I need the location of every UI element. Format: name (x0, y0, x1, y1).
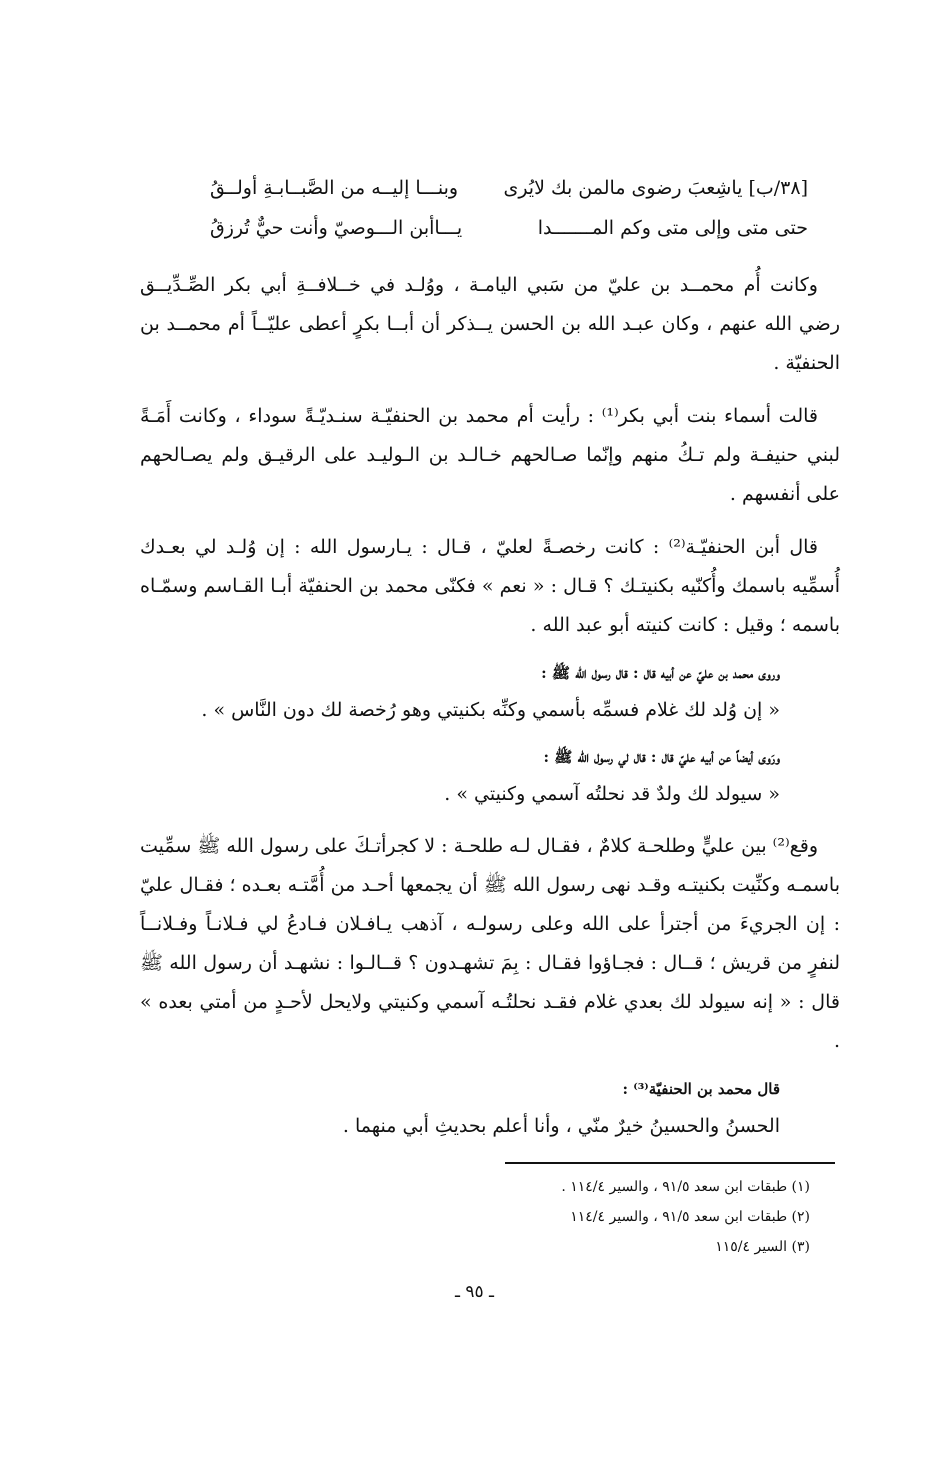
hadith-narration: وروى محمد بن عليّ عن أبيه قال : قال رسول الله ﷺ : (541, 664, 780, 682)
main-text (140, 168, 840, 1145)
hadith-text: « سيولد لك ولدٌ قد نحلتُه آسمي وكنيتي » . (444, 783, 780, 805)
hadith-narration: ورَوى أيضاً عن أبيه عليّ قال : قال لي رسول الله ﷺ : (543, 748, 780, 766)
footnote: (٢) طبقات ابن سعد ٩١/٥ ، والسير ١١٤/٤ (570, 1209, 810, 1225)
footnotes (480, 1172, 810, 1262)
footnote: (٣) السير ١١٥/٤ (715, 1239, 810, 1255)
paragraph: قالت أسماء بنت أبي بكر⁽¹⁾ : رأيت أم محمد بن الحنفيّـة سنـديّـةً سوداء ، وكانت أَمَـةً لبني حنيفـة ولم تـكُ منهم وإنّما صـالحهم خـالـد بن الـوليـد على الرقيـق ولم يصـالحهم على أنفسهم . (140, 405, 840, 505)
final-text: الحسنُ والحسينُ خيرٌ منّي ، وأنا أعلم بحديثِ أبي منهما . (342, 1115, 780, 1137)
hadith-text: « إن وُلد لك غلام فسمِّه بأسمي وكنِّه بكنيتي وهو رُخصة لك دون النَّاس » . (201, 699, 780, 721)
page-number: ـ ٩٥ ـ (454, 1282, 495, 1302)
verse-first-hemistich: [٣٨/ب] ياشِعبَ رضوى مالمن بك لايُرى (503, 177, 808, 199)
verse-second-hemistich: وبنـــا إليــه من الصَّبــابـةِ أولــقُ (210, 177, 459, 199)
poem-verse (140, 208, 840, 248)
final-narration: قال محمد بن الحنفيّة⁽³⁾ : (622, 1080, 780, 1098)
poem-verse (140, 168, 840, 208)
paragraph: وقع⁽²⁾ بين عليٍّ وطلحـة كلامٌ ، فقـال لـه طلحـة : لا كجرأتـكَ على رسول الله ﷺ سمِّيت باسمـه وكنِّيت بكنيتـه وقـد نهى رسول الله ﷺ أن يجمعها أحـد من أُمَّتـه بعـده ؛ فقـال عليّ : إن الجريءَ من أجترأ على الله وعلى رسولـه ، آذهب يـافـلان فـادعُ لي فـلانـاً وفـلانــاً لنفرٍ من قريش ؛ قــال : فجـاؤوا فقـال : بِمَ تشهـدون ؟ قــالـوا : نشهـد أن رسول الله ﷺ قال : « إنه سيولد لك بعدي غلام فقـد نحلتُـه آسمي وكنيتي ولايحل لأحـدٍ من أمتي بعده » . (140, 835, 840, 1052)
paragraph: قال أبن الحنفيّـة⁽²⁾ : كانت رخصـةً لعليّ ، قـال : يـارسول الله : إن وُلـد لي بعـدك أُسمِّيه باسمك وأُكنّيه بكنيتـك ؟ قـال : « نعم » فكنّى محمد بن الحنفيّة أبـا القـاسم وسمّـاه باسمه ؛ وقيل : كانت كنيته أبو عبد الله . (140, 536, 840, 636)
footnote: (١) طبقات ابن سعد ٩١/٥ ، والسير ١١٤/٤ . (561, 1179, 810, 1195)
verse-first-hemistich: حتى متى وإلى متى وكم المـــــــدا (537, 217, 808, 239)
verse-second-hemistich: يـــاأبن الـــوصيّ وأنت حيٌّ تُرزقُ (210, 217, 463, 239)
footnote-divider (505, 1162, 835, 1164)
poem (140, 168, 840, 248)
paragraph: وكانت أُم محمــد بن عليّ من سَبي اليامـة ، ووُلـد في خــلافــةِ أبي بكر الصِّـدِّيــق رضي الله عنهم ، وكان عبـد الله بن الحسن يــذكر أن أبــا بكرٍ أعطى عليّــاً أم محمــد بن الحنفيّة . (140, 274, 840, 374)
